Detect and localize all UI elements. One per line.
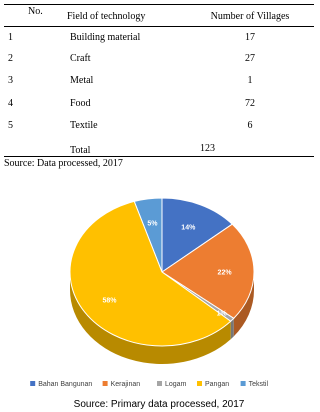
- legend-swatch-bahan-bangunan: [30, 381, 35, 386]
- row-field: Craft: [70, 53, 91, 64]
- legend-label-kerajinan: Kerajinan: [110, 381, 141, 388]
- row-villages: 1: [247, 75, 253, 86]
- row-villages: 72: [245, 98, 255, 109]
- row-villages: 17: [245, 32, 255, 43]
- pie-chart: [0, 172, 318, 397]
- row-villages: 6: [247, 120, 253, 131]
- row-field: Building material: [70, 32, 141, 43]
- row-no: 4: [8, 98, 13, 109]
- legend-label-pangan: Pangan: [205, 381, 230, 388]
- data-label-bahan-bangunan: 14%: [181, 224, 196, 232]
- row-no: 1: [8, 32, 13, 43]
- legend-label-bahan-bangunan: Bahan Bangunan: [38, 381, 93, 388]
- row-field: Metal: [70, 75, 94, 86]
- legend-swatch-tekstil: [241, 381, 246, 386]
- data-label-kerajinan: 22%: [217, 269, 232, 277]
- row-no: 2: [8, 53, 13, 64]
- total-value: 123: [200, 143, 215, 154]
- header-villages: Number of Villages: [210, 11, 290, 22]
- row-villages: 27: [245, 53, 255, 64]
- table-top-rule: [4, 4, 314, 5]
- villages-table: [4, 4, 314, 156]
- legend-label-logam: Logam: [165, 381, 187, 388]
- row-field: Food: [70, 98, 91, 109]
- row-no: 3: [8, 75, 13, 86]
- table-bottom-rule: [4, 156, 314, 157]
- legend-swatch-logam: [157, 381, 162, 386]
- table-source-note: Source: Data processed, 2017: [4, 158, 123, 169]
- row-no: 5: [8, 120, 13, 131]
- header-rule: [4, 26, 314, 27]
- header-field: Field of technology: [67, 11, 146, 22]
- total-label: Total: [70, 145, 91, 156]
- legend-swatch-pangan: [197, 381, 202, 386]
- data-label-logam: 1%: [216, 310, 227, 318]
- row-field: Textile: [70, 120, 98, 131]
- data-label-pangan: 58%: [102, 297, 117, 305]
- legend-swatch-kerajinan: [103, 381, 108, 386]
- legend-label-tekstil: Tekstil: [248, 381, 269, 388]
- header-no: No.: [28, 6, 43, 17]
- data-label-tekstil: 5%: [147, 220, 158, 228]
- chart-source-note: Source: Primary data processed, 2017: [73, 399, 245, 410]
